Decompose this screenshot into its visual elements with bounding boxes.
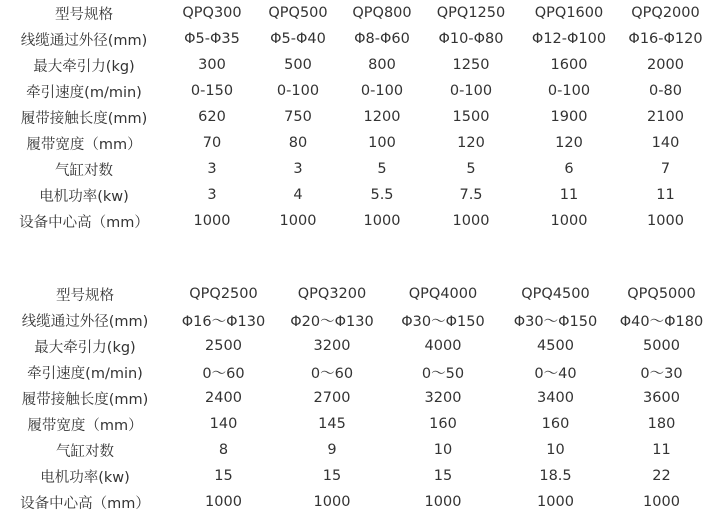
model-name: QPQ2000 bbox=[631, 5, 700, 21]
spec-value: 120 bbox=[457, 135, 485, 151]
spec-value: 3200 bbox=[424, 390, 462, 406]
model-name: QPQ5000 bbox=[627, 286, 696, 302]
spec-value: 140 bbox=[651, 135, 680, 151]
spec-row bbox=[0, 463, 711, 489]
spec-value: 140 bbox=[209, 416, 238, 432]
spec-value: 0～50 bbox=[421, 365, 465, 382]
spec-value: 3 bbox=[207, 161, 217, 177]
spec-table-qpq2500-5000 bbox=[0, 281, 711, 515]
spec-value: 1000 bbox=[643, 494, 680, 510]
spec-value: 500 bbox=[284, 57, 312, 73]
spec-value: 2700 bbox=[313, 390, 351, 406]
spec-value: 5.5 bbox=[370, 187, 394, 203]
spec-value: 1000 bbox=[279, 213, 317, 229]
spec-value: 1200 bbox=[363, 109, 401, 125]
spec-value: 1000 bbox=[193, 213, 231, 229]
spec-value: 4 bbox=[293, 187, 303, 203]
spec-value: Φ16～Φ130 bbox=[181, 313, 266, 330]
spec-row-label: 最大牵引力(kg) bbox=[33, 58, 135, 75]
spec-value: Φ30～Φ150 bbox=[401, 313, 485, 330]
spec-row bbox=[0, 104, 711, 130]
spec-value: 0-100 bbox=[547, 83, 591, 99]
model-header-row bbox=[0, 281, 711, 307]
spec-value: 1250 bbox=[452, 57, 490, 73]
spec-value: 4500 bbox=[537, 338, 574, 354]
model-name: QPQ300 bbox=[182, 5, 242, 21]
spec-value: 22 bbox=[652, 468, 671, 484]
spec-value: 3600 bbox=[643, 390, 680, 406]
spec-value: 3400 bbox=[537, 390, 574, 406]
spec-row-label: 气缸对数 bbox=[55, 162, 113, 179]
spec-row-label: 履带接触长度(mm) bbox=[20, 110, 148, 127]
spec-row bbox=[0, 333, 711, 359]
spec-row-label: 电机功率(kw) bbox=[39, 188, 129, 205]
spec-row bbox=[0, 411, 711, 437]
spec-value: 6 bbox=[564, 161, 574, 177]
spec-value: 2400 bbox=[205, 390, 242, 406]
spec-row-label: 型号规格 bbox=[55, 6, 113, 23]
spec-value: 300 bbox=[198, 57, 226, 73]
spec-value: 80 bbox=[288, 135, 308, 151]
spec-row-label: 电机功率(kw) bbox=[40, 469, 130, 486]
spec-row bbox=[0, 208, 711, 234]
spec-value: 160 bbox=[541, 416, 570, 432]
spec-value: 10 bbox=[546, 442, 565, 458]
spec-value: 15 bbox=[322, 468, 342, 484]
spec-value: Φ5-Φ35 bbox=[184, 31, 240, 47]
spec-row-label: 线缆通过外径(mm) bbox=[21, 313, 149, 330]
spec-row-label: 履带接触长度(mm) bbox=[21, 391, 149, 408]
model-name: QPQ1250 bbox=[436, 5, 506, 21]
spec-value: 0～40 bbox=[534, 365, 577, 382]
spec-value: 100 bbox=[368, 135, 396, 151]
spec-row bbox=[0, 26, 711, 52]
spec-value: Φ12-Φ100 bbox=[531, 31, 607, 47]
spec-value: 1900 bbox=[550, 109, 588, 125]
spec-row-label: 最大牵引力(kg) bbox=[34, 339, 136, 356]
spec-value: 5 bbox=[466, 161, 476, 177]
spec-row bbox=[0, 307, 711, 333]
spec-value: 70 bbox=[202, 135, 222, 151]
spec-row bbox=[0, 489, 711, 515]
spec-value: 1000 bbox=[313, 494, 351, 510]
spec-value: 180 bbox=[647, 416, 676, 432]
spec-value: Φ30～Φ150 bbox=[513, 313, 598, 330]
spec-value: 10 bbox=[433, 442, 453, 458]
spec-value: 11 bbox=[656, 187, 675, 203]
spec-value: Φ40～Φ180 bbox=[619, 313, 704, 330]
spec-value: 1600 bbox=[550, 57, 588, 73]
spec-value: 145 bbox=[318, 416, 346, 432]
spec-value: 160 bbox=[429, 416, 457, 432]
spec-value: 5000 bbox=[643, 338, 680, 354]
spec-value: 4000 bbox=[424, 338, 462, 354]
spec-value: 3200 bbox=[313, 338, 351, 354]
spec-value: 1500 bbox=[452, 109, 490, 125]
spec-value: 0-100 bbox=[449, 83, 493, 99]
spec-row bbox=[0, 156, 711, 182]
spec-value: 620 bbox=[198, 109, 226, 125]
spec-value: Φ10-Φ80 bbox=[438, 31, 504, 47]
spec-value: 0-150 bbox=[190, 83, 234, 99]
spec-value: Φ5-Φ40 bbox=[270, 31, 326, 47]
model-name: QPQ1600 bbox=[534, 5, 604, 21]
spec-table-qpq300-2000 bbox=[0, 0, 711, 234]
spec-value: 0～30 bbox=[640, 365, 683, 382]
model-name: QPQ4000 bbox=[408, 286, 478, 302]
spec-row-label: 线缆通过外径(mm) bbox=[20, 32, 148, 49]
spec-value: 1000 bbox=[424, 494, 462, 510]
model-header-row bbox=[0, 0, 711, 26]
spec-value: 1000 bbox=[647, 213, 684, 229]
model-name: QPQ3200 bbox=[297, 286, 367, 302]
spec-value: 800 bbox=[368, 57, 396, 73]
spec-value: 0-100 bbox=[276, 83, 320, 99]
spec-row bbox=[0, 437, 711, 463]
spec-value: 3 bbox=[293, 161, 303, 177]
spec-value: 0～60 bbox=[310, 365, 354, 382]
spec-value: 1000 bbox=[550, 213, 588, 229]
spec-value: 15 bbox=[433, 468, 453, 484]
spec-value: 18.5 bbox=[539, 468, 572, 484]
spec-value: 7 bbox=[660, 161, 671, 177]
spec-value: 0-100 bbox=[360, 83, 404, 99]
spec-value: 11 bbox=[559, 187, 579, 203]
spec-value: 3 bbox=[207, 187, 217, 203]
model-name: QPQ4500 bbox=[521, 286, 590, 302]
spec-value: 11 bbox=[652, 442, 671, 458]
spec-value: 2500 bbox=[205, 338, 242, 354]
spec-row bbox=[0, 130, 711, 156]
spec-value: 7.5 bbox=[459, 187, 483, 203]
spec-value: 1000 bbox=[205, 494, 242, 510]
spec-row bbox=[0, 182, 711, 208]
spec-row bbox=[0, 359, 711, 385]
spec-row bbox=[0, 52, 711, 78]
spec-row-label: 气缸对数 bbox=[56, 443, 114, 460]
spec-value: 1000 bbox=[537, 494, 574, 510]
model-name: QPQ500 bbox=[268, 5, 328, 21]
spec-value: 9 bbox=[327, 442, 337, 458]
spec-value: 0～60 bbox=[202, 365, 245, 382]
spec-value: Φ20～Φ130 bbox=[290, 313, 374, 330]
model-name: QPQ2500 bbox=[189, 286, 258, 302]
spec-value: 8 bbox=[218, 442, 229, 458]
spec-value: 750 bbox=[284, 109, 312, 125]
spec-value: 5 bbox=[377, 161, 387, 177]
spec-row-label: 履带宽度（mm） bbox=[27, 417, 143, 434]
spec-row bbox=[0, 385, 711, 411]
spec-row-label: 牵引速度(m/min) bbox=[27, 365, 143, 382]
spec-value: 0-80 bbox=[649, 83, 682, 99]
spec-row-label: 设备中心高（mm） bbox=[20, 495, 150, 512]
spec-value: Φ16-Φ120 bbox=[628, 31, 703, 47]
spec-row-label: 牵引速度(m/min) bbox=[26, 84, 142, 101]
spec-value: 2000 bbox=[647, 57, 684, 73]
spec-row-label: 履带宽度（mm） bbox=[26, 136, 142, 153]
spec-value: 2100 bbox=[647, 109, 684, 125]
spec-value: 1000 bbox=[363, 213, 401, 229]
spec-row bbox=[0, 78, 711, 104]
model-name: QPQ800 bbox=[352, 5, 412, 21]
spec-value: 15 bbox=[214, 468, 233, 484]
spec-value: Φ8-Φ60 bbox=[354, 31, 410, 47]
spec-value: 120 bbox=[555, 135, 583, 151]
spec-value: 1000 bbox=[452, 213, 490, 229]
spec-row-label: 型号规格 bbox=[56, 287, 114, 304]
spec-row-label: 设备中心高（mm） bbox=[19, 214, 149, 231]
